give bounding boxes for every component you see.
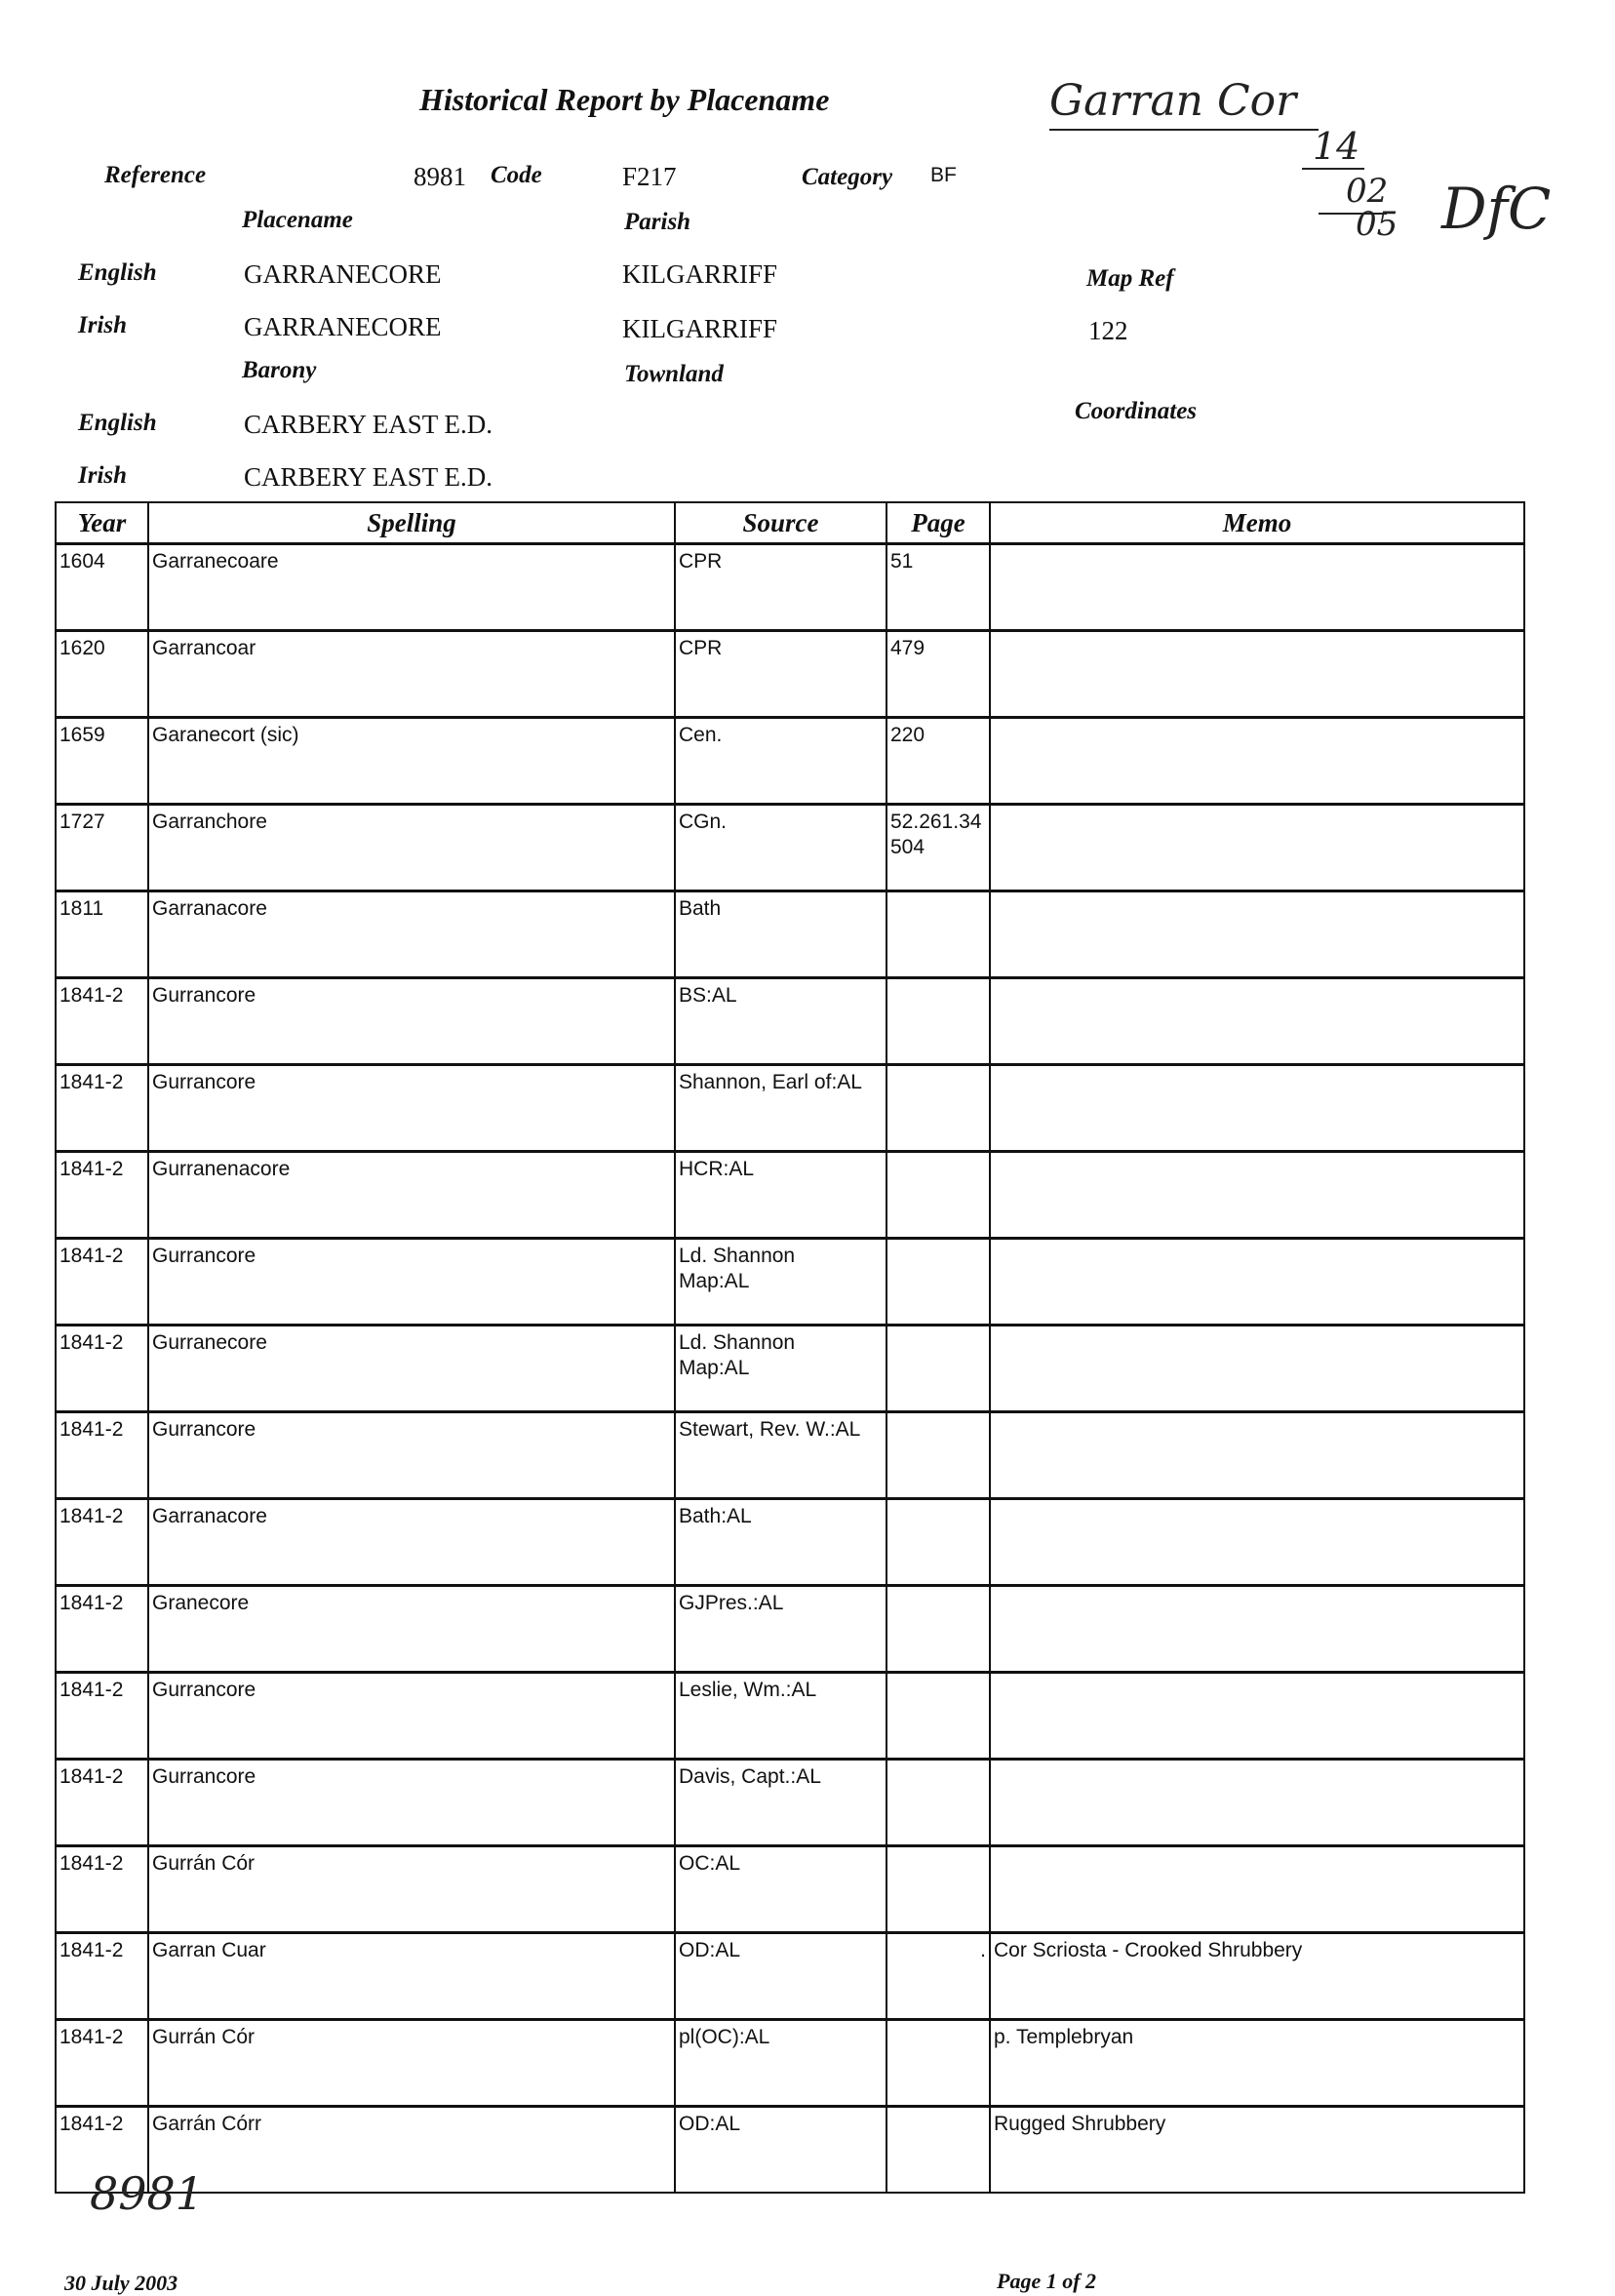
cell-year: 1841-2 xyxy=(56,1065,148,1152)
cell-source: Davis, Capt.:AL xyxy=(675,1760,886,1846)
col-header-year: Year xyxy=(56,502,148,544)
col-header-spelling: Spelling xyxy=(148,502,675,544)
table-row xyxy=(56,1760,1524,1846)
cell-spelling: Garanecort (sic) xyxy=(148,718,675,805)
reference-value: 8981 xyxy=(414,162,466,191)
table-row xyxy=(56,2107,1524,2194)
cell-page xyxy=(886,1846,990,1933)
code-label: Code xyxy=(491,162,542,188)
cell-spelling: Garran Cuar xyxy=(148,1933,675,2020)
cell-source: CGn. xyxy=(675,805,886,891)
reference-label: Reference xyxy=(104,162,207,188)
footer-date: 30 July 2003 xyxy=(64,2271,178,2295)
cell-spelling: Gurrán Cór xyxy=(148,2020,675,2107)
barony-irish: CARBERY EAST E.D. xyxy=(244,462,493,492)
placename-english: GARRANECORE xyxy=(244,259,442,289)
cell-year: 1841-2 xyxy=(56,1239,148,1326)
cell-year: 1841-2 xyxy=(56,1412,148,1499)
cell-memo xyxy=(990,1065,1524,1152)
cell-source: CPR xyxy=(675,631,886,718)
cell-spelling: Gurrancore xyxy=(148,1065,675,1152)
cell-source: HCR:AL xyxy=(675,1152,886,1239)
cell-spelling: Gurrancore xyxy=(148,1673,675,1760)
table-row xyxy=(56,1412,1524,1499)
table-body xyxy=(56,544,1524,2194)
handwritten-footer-number: 8981 xyxy=(90,2167,205,2220)
cell-memo xyxy=(990,631,1524,718)
report-title: Historical Report by Placename xyxy=(419,82,830,117)
cell-spelling: Gurranecore xyxy=(148,1326,675,1412)
table-row xyxy=(56,1586,1524,1673)
category-value: BF xyxy=(930,164,957,186)
cell-page: 52.261.34 504 xyxy=(886,805,990,891)
cell-spelling: Gurrancore xyxy=(148,978,675,1065)
cell-source: Cen. xyxy=(675,718,886,805)
cell-spelling: Garrancoar xyxy=(148,631,675,718)
cell-page xyxy=(886,2020,990,2107)
cell-page: 479 xyxy=(886,631,990,718)
cell-memo xyxy=(990,1326,1524,1412)
cell-page xyxy=(886,891,990,978)
table-row xyxy=(56,1326,1524,1412)
cell-year: 1841-2 xyxy=(56,978,148,1065)
cell-year: 1841-2 xyxy=(56,2020,148,2107)
cell-spelling: Garrán Córr xyxy=(148,2107,675,2194)
cell-year: 1841-2 xyxy=(56,1326,148,1412)
placename-label: Placename xyxy=(242,207,353,233)
cell-source: Ld. Shannon Map:AL xyxy=(675,1326,886,1412)
cell-page xyxy=(886,978,990,1065)
table-row xyxy=(56,718,1524,805)
table-row xyxy=(56,1152,1524,1239)
mapref-value: 122 xyxy=(1088,316,1128,345)
cell-memo xyxy=(990,1760,1524,1846)
cell-year: 1620 xyxy=(56,631,148,718)
placename-irish: GARRANECORE xyxy=(244,312,442,341)
cell-page xyxy=(886,1586,990,1673)
cell-spelling: Gurrán Cór xyxy=(148,1846,675,1933)
cell-memo: p. Templebryan xyxy=(990,2020,1524,2107)
english-label: English xyxy=(78,259,157,286)
cell-page xyxy=(886,1760,990,1846)
cell-memo xyxy=(990,1673,1524,1760)
cell-year: 1841-2 xyxy=(56,1933,148,2020)
barony-english-label: English xyxy=(78,410,157,436)
cell-page xyxy=(886,1673,990,1760)
cell-page xyxy=(886,1412,990,1499)
cell-source: GJPres.:AL xyxy=(675,1586,886,1673)
barony-irish-label: Irish xyxy=(78,462,128,489)
table-row xyxy=(56,978,1524,1065)
cell-page: 51 xyxy=(886,544,990,631)
handwritten-date-divider xyxy=(1302,168,1364,170)
cell-year: 1841-2 xyxy=(56,1846,148,1933)
barony-label: Barony xyxy=(242,357,317,383)
col-header-memo: Memo xyxy=(990,502,1524,544)
cell-spelling: Gurranenacore xyxy=(148,1152,675,1239)
code-value: F217 xyxy=(622,162,677,191)
table-row xyxy=(56,631,1524,718)
table-row xyxy=(56,805,1524,891)
cell-spelling: Gurrancore xyxy=(148,1239,675,1326)
table-row xyxy=(56,1499,1524,1586)
cell-spelling: Garranacore xyxy=(148,1499,675,1586)
cell-year: 1841-2 xyxy=(56,1152,148,1239)
cell-memo: Cor Scriosta - Crooked Shrubbery xyxy=(990,1933,1524,2020)
table-row xyxy=(56,1846,1524,1933)
handwritten-date-year: 05 xyxy=(1356,205,1398,244)
cell-source: OD:AL xyxy=(675,2107,886,2194)
cell-source: Leslie, Wm.:AL xyxy=(675,1673,886,1760)
parish-irish: KILGARRIFF xyxy=(622,314,778,343)
cell-memo xyxy=(990,1499,1524,1586)
cell-spelling: Garranacore xyxy=(148,891,675,978)
cell-page xyxy=(886,1239,990,1326)
table-row xyxy=(56,1239,1524,1326)
cell-spelling: Garranecoare xyxy=(148,544,675,631)
cell-memo xyxy=(990,1152,1524,1239)
cell-memo xyxy=(990,1846,1524,1933)
cell-source: Ld. Shannon Map:AL xyxy=(675,1239,886,1326)
parish-english: KILGARRIFF xyxy=(622,259,778,289)
parish-label: Parish xyxy=(624,209,691,235)
table-row xyxy=(56,2020,1524,2107)
historical-spellings-table xyxy=(55,501,1525,2194)
handwritten-underline xyxy=(1049,129,1319,131)
cell-page xyxy=(886,2107,990,2194)
table-row xyxy=(56,1933,1524,2020)
cell-spelling: Granecore xyxy=(148,1586,675,1673)
cell-source: OD:AL xyxy=(675,1933,886,2020)
cell-year: 1841-2 xyxy=(56,1760,148,1846)
col-header-page: Page xyxy=(886,502,990,544)
cell-page xyxy=(886,1326,990,1412)
cell-memo xyxy=(990,1412,1524,1499)
irish-label: Irish xyxy=(78,312,128,338)
cell-year: 1604 xyxy=(56,544,148,631)
cell-memo xyxy=(990,978,1524,1065)
cell-page: 220 xyxy=(886,718,990,805)
handwritten-date-month: 02 xyxy=(1346,172,1389,211)
table-row xyxy=(56,1065,1524,1152)
category-label: Category xyxy=(802,164,893,190)
cell-page xyxy=(886,1065,990,1152)
table-header-row xyxy=(56,502,1524,544)
table-row xyxy=(56,1673,1524,1760)
footer-page-number: Page 1 of 2 xyxy=(997,2269,1097,2293)
cell-memo xyxy=(990,718,1524,805)
cell-source: Stewart, Rev. W.:AL xyxy=(675,1412,886,1499)
handwritten-initials: DfC xyxy=(1441,176,1552,242)
table-row xyxy=(56,544,1524,631)
cell-source: pl(OC):AL xyxy=(675,2020,886,2107)
handwritten-irish-name: Garran Cor xyxy=(1049,76,1297,126)
cell-spelling: Garranchore xyxy=(148,805,675,891)
townland-label: Townland xyxy=(624,361,724,387)
cell-spelling: Gurrancore xyxy=(148,1412,675,1499)
cell-year: 1659 xyxy=(56,718,148,805)
cell-source: Shannon, Earl of:AL xyxy=(675,1065,886,1152)
cell-memo xyxy=(990,1239,1524,1326)
cell-page xyxy=(886,1152,990,1239)
cell-page xyxy=(886,1499,990,1586)
cell-source: CPR xyxy=(675,544,886,631)
cell-memo xyxy=(990,891,1524,978)
cell-page: . xyxy=(886,1933,990,2020)
cell-source: BS:AL xyxy=(675,978,886,1065)
handwritten-date-day: 14 xyxy=(1313,125,1360,168)
cell-year: 1841-2 xyxy=(56,2107,148,2194)
cell-source: Bath xyxy=(675,891,886,978)
cell-year: 1727 xyxy=(56,805,148,891)
cell-memo xyxy=(990,805,1524,891)
cell-memo xyxy=(990,544,1524,631)
cell-year: 1811 xyxy=(56,891,148,978)
table-row xyxy=(56,891,1524,978)
cell-source: Bath:AL xyxy=(675,1499,886,1586)
cell-year: 1841-2 xyxy=(56,1499,148,1586)
cell-memo xyxy=(990,1586,1524,1673)
cell-year: 1841-2 xyxy=(56,1586,148,1673)
mapref-label: Map Ref xyxy=(1086,265,1174,292)
barony-english: CARBERY EAST E.D. xyxy=(244,410,493,439)
cell-year: 1841-2 xyxy=(56,1673,148,1760)
coordinates-label: Coordinates xyxy=(1075,398,1198,424)
cell-memo: Rugged Shrubbery xyxy=(990,2107,1524,2194)
cell-spelling: Gurrancore xyxy=(148,1760,675,1846)
col-header-source: Source xyxy=(675,502,886,544)
cell-source: OC:AL xyxy=(675,1846,886,1933)
